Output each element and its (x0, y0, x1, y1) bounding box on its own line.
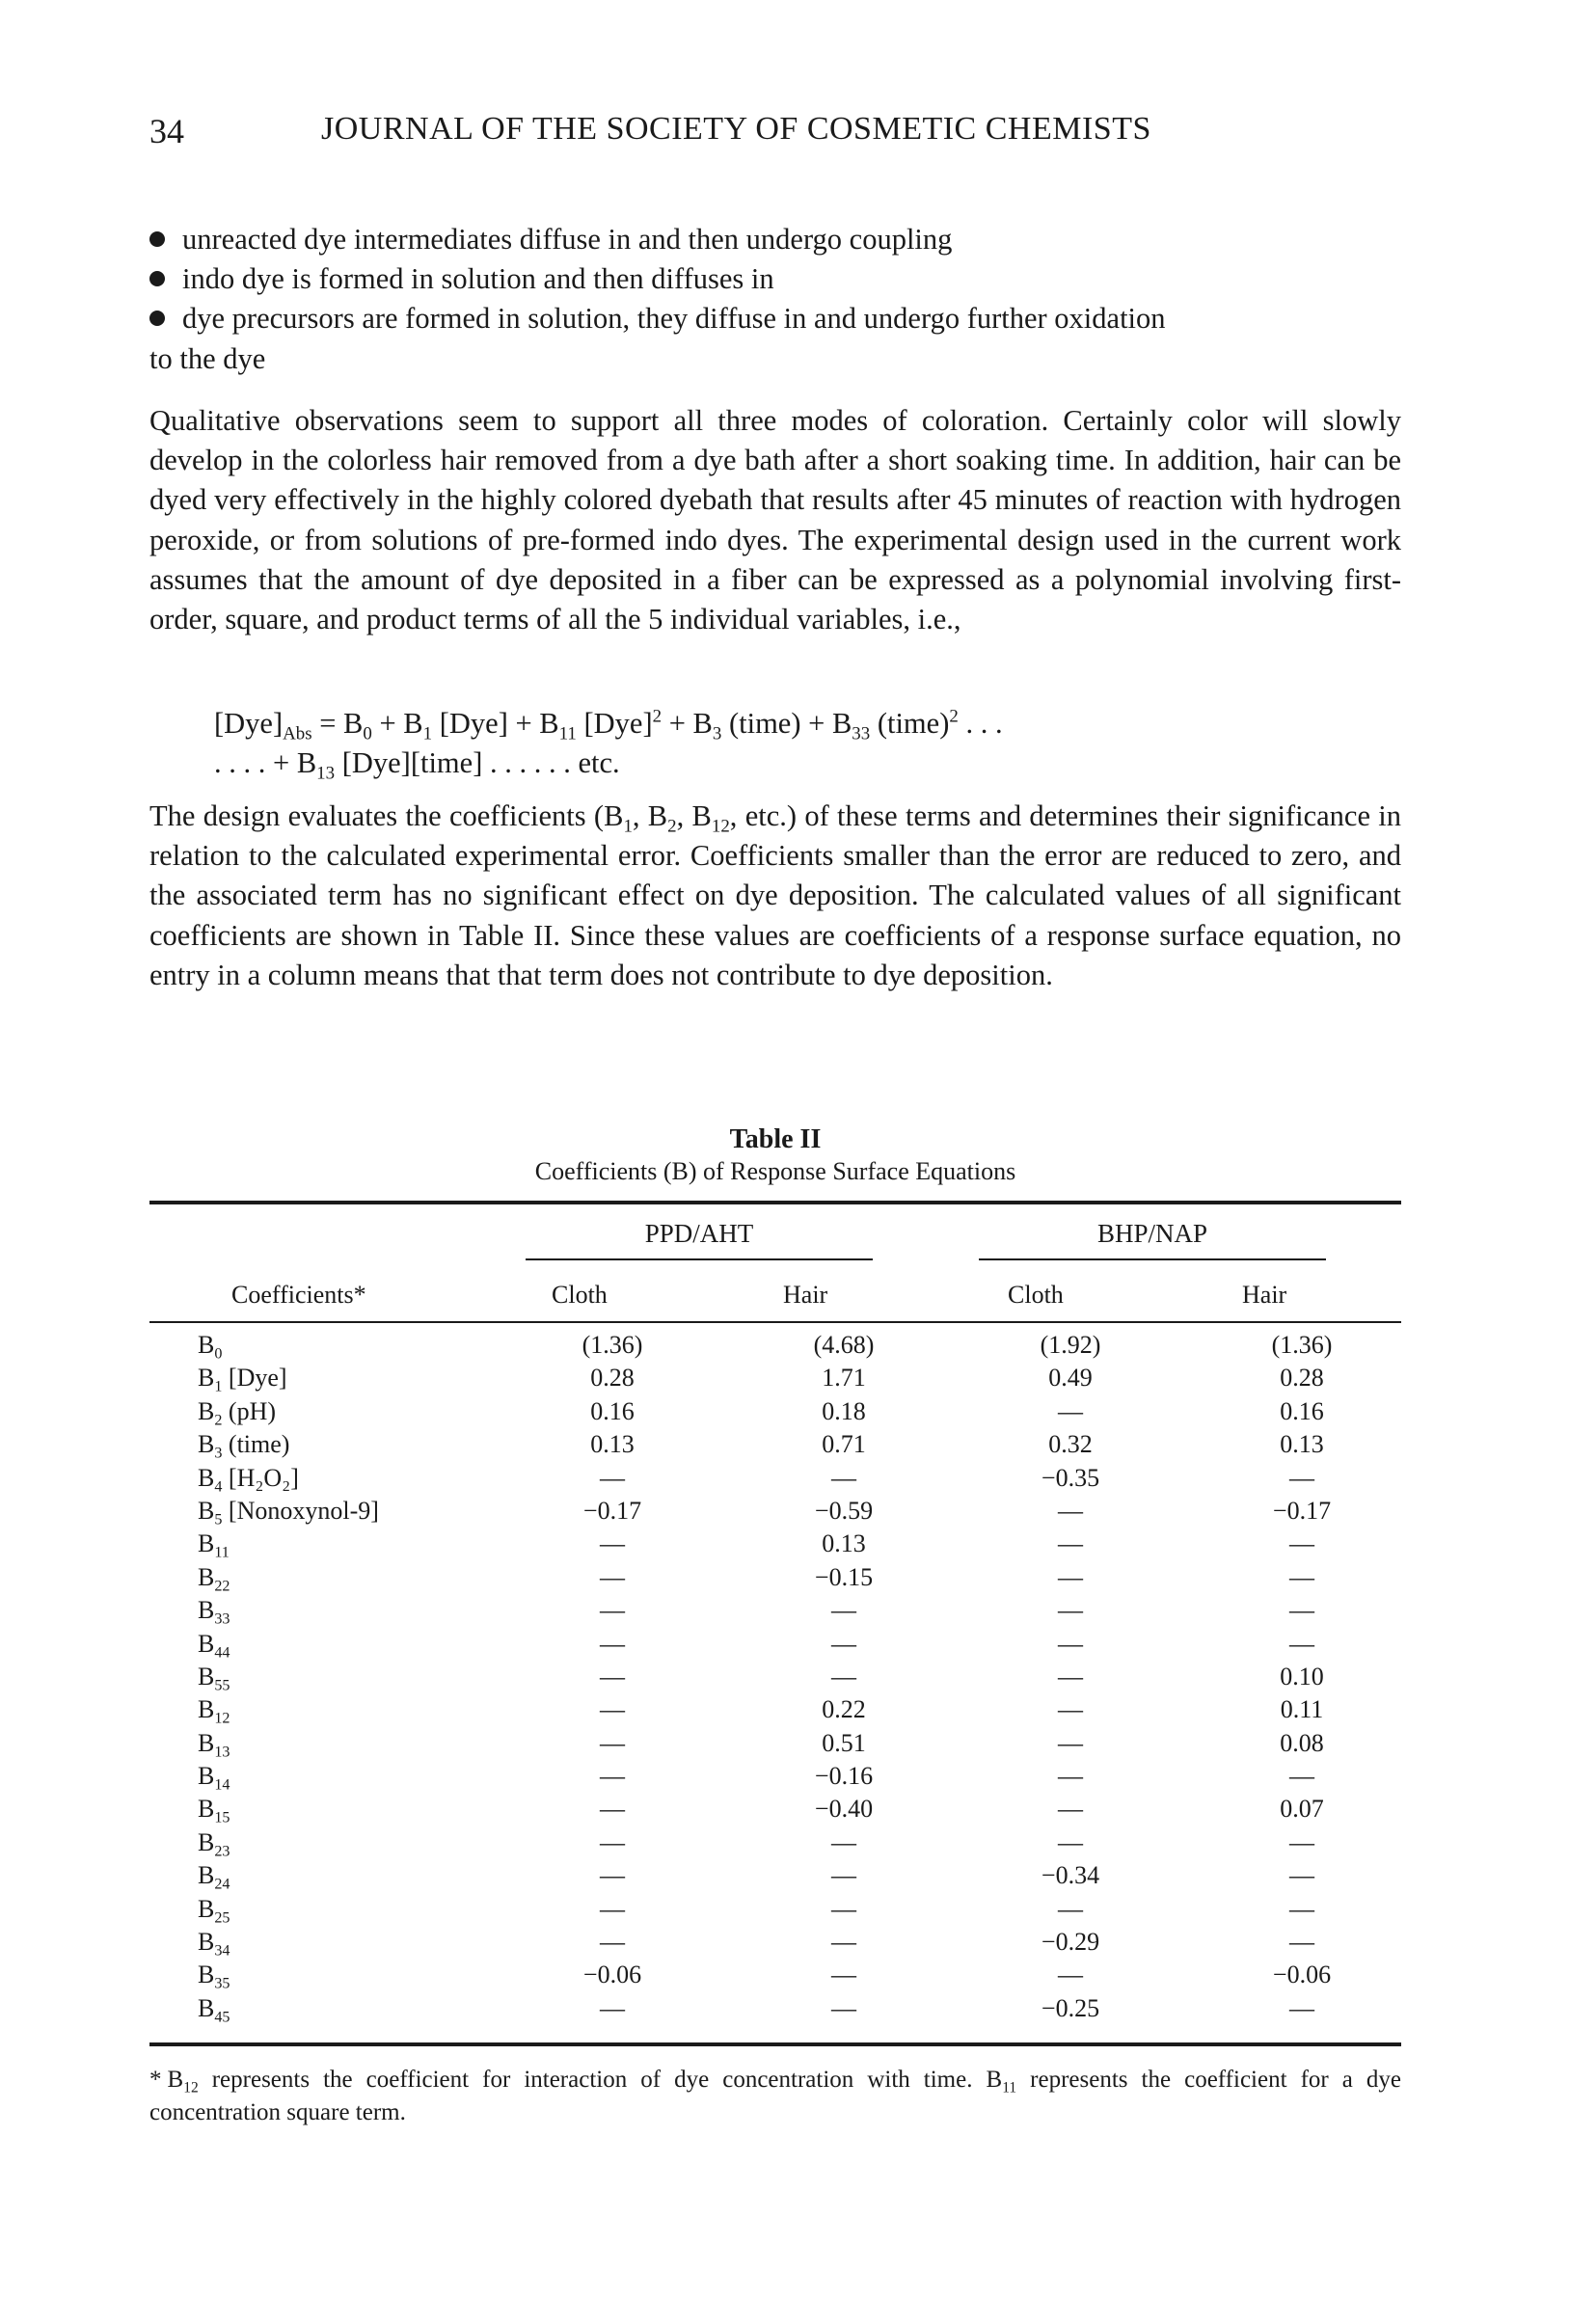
table-cell: — (1058, 1695, 1083, 1724)
table-cell: — (831, 1596, 856, 1625)
table-cell: — (600, 1993, 625, 2022)
table-cell: — (1289, 1894, 1314, 1923)
journal-title: JOURNAL OF THE SOCIETY OF COSMETIC CHEMISTS (321, 111, 1151, 147)
table-cell: −0.29 (1041, 1928, 1100, 1957)
table-cell: — (831, 1894, 856, 1923)
table-cell: — (1058, 1496, 1083, 1525)
table-cell: −0.34 (1041, 1861, 1100, 1890)
table-cell: — (1289, 1463, 1314, 1492)
table-cell: 0.16 (1280, 1396, 1324, 1425)
table-cell: (1.92) (1040, 1331, 1101, 1359)
table-cell: — (1289, 1928, 1314, 1957)
table-cell: — (831, 1993, 856, 2022)
table-cell: −0.06 (1272, 1961, 1332, 1989)
row-label: $B_{22}$ (198, 1562, 230, 1595)
table-row (149, 1994, 1401, 2027)
table-row (149, 1729, 1401, 1762)
table-cell: — (1058, 1562, 1083, 1591)
table-cell: −0.17 (1272, 1496, 1332, 1525)
table-row (149, 1397, 1401, 1430)
table-cell: — (1058, 1894, 1083, 1923)
table-cell: — (1289, 1596, 1314, 1625)
table-cell: 0.51 (822, 1728, 866, 1757)
table-row (149, 1961, 1401, 1993)
row-label: $B_{25}$ (198, 1894, 230, 1927)
table-cell: — (600, 1463, 625, 1492)
table-cell: — (1289, 1762, 1314, 1791)
bullet-list (149, 220, 1401, 379)
table-top-rule (149, 1201, 1401, 1204)
table-row (149, 1663, 1401, 1695)
table-cell: 0.49 (1048, 1364, 1093, 1393)
table-cell: (4.68) (813, 1331, 875, 1359)
col-header-hair-1: Hair (783, 1281, 828, 1309)
bullet-continuation: to the dye (149, 341, 266, 375)
table-cell: 0.22 (822, 1695, 866, 1724)
bullet-text: dye precursors are formed in solution, they diffuse in and undergo further oxidation (182, 302, 1166, 336)
table-cell: 0.13 (590, 1430, 635, 1459)
table-body (149, 1331, 1401, 2027)
table-cell: 0.28 (1280, 1364, 1324, 1393)
table-row (149, 1331, 1401, 1364)
bullet-icon (149, 311, 165, 326)
table-cell: — (1058, 1629, 1083, 1658)
table-cell: — (1058, 1827, 1083, 1856)
table-cell: — (831, 1463, 856, 1492)
table-cell: 0.10 (1280, 1662, 1324, 1690)
table-cell: — (1058, 1529, 1083, 1558)
group-rule-bhp-nap (979, 1258, 1326, 1260)
table-cell: −0.15 (814, 1562, 874, 1591)
row-label: $B_{55}$ (198, 1662, 230, 1694)
table-cell: — (600, 1596, 625, 1625)
row-label: $B_{35}$ (198, 1961, 230, 1993)
table-cell: — (831, 1827, 856, 1856)
table-cell: — (600, 1795, 625, 1824)
table-cell: 0.32 (1048, 1430, 1093, 1459)
table-cell: (1.36) (1271, 1331, 1333, 1359)
paragraph-qualitative: Qualitative observations seem to support all three modes of coloration. Certainly color will slowly develop in the colorless hair removed from a dye bath after a short soaking time. In addition, hair can be dyed very effectively in the highly colored dyebath that results after 45 minutes of reaction with hydrogen peroxide, or from solutions of pre-formed indo dyes. The experimental design used in the current work assumes that the amount of dye deposited in a fiber can be expressed as a polynomial involving first-order, square, and product terms of all the 5 individual variables, i.e., (149, 404, 1401, 636)
col-header-cloth-2: Cloth (1008, 1281, 1064, 1309)
table-row (149, 1430, 1401, 1463)
bullet-item (149, 259, 1401, 299)
table-cell: 0.11 (1280, 1695, 1324, 1724)
table-cell: 0.08 (1280, 1728, 1324, 1757)
table-cell: — (1289, 1993, 1314, 2022)
table-cell: — (600, 1762, 625, 1791)
row-label: $B_{12}$ (198, 1695, 230, 1727)
group-rule-ppd-aht (526, 1258, 873, 1260)
table-cell: — (600, 1662, 625, 1690)
col-header-cloth-1: Cloth (552, 1281, 608, 1309)
table-cell: — (600, 1562, 625, 1591)
bullet-item (149, 299, 1401, 338)
bullet-text: unreacted dye intermediates diffuse in and then undergo coupling (182, 223, 953, 256)
table-cell: — (600, 1529, 625, 1558)
table-cell: −0.35 (1041, 1463, 1100, 1492)
row-label: $B_5$ [Nonoxynol-9] (198, 1496, 379, 1528)
equation-line-1: $[Dye]_{Abs} = B_0 + B_1$ $[Dye] + B_{11}$ $[Dye]^2 + B_3$ (time) + $B_{33}$ (time)$^2$ . . . (214, 706, 1003, 744)
polynomial-equation (214, 704, 1003, 783)
bullet-icon (149, 271, 165, 286)
row-label: $B_0$ (198, 1331, 223, 1363)
group-header-bhp-nap: BHP/NAP (1096, 1219, 1208, 1248)
table-cell: 0.07 (1280, 1795, 1324, 1824)
table-cell: −0.06 (582, 1961, 642, 1989)
table-row (149, 1529, 1401, 1562)
table-cell: — (1058, 1795, 1083, 1824)
table-cell: — (831, 1662, 856, 1690)
row-label: $B_{15}$ (198, 1795, 230, 1827)
table-cell: −0.17 (582, 1496, 642, 1525)
table-cell: −0.25 (1041, 1993, 1100, 2022)
table-cell: — (600, 1827, 625, 1856)
table-row (149, 1695, 1401, 1728)
table-cell: 0.13 (822, 1529, 866, 1558)
table-row (149, 1928, 1401, 1961)
page-number: 34 (149, 112, 184, 150)
table-cell: — (1289, 1529, 1314, 1558)
table-cell: — (600, 1629, 625, 1658)
row-label: $B_{44}$ (198, 1629, 230, 1662)
table-cell: — (831, 1629, 856, 1658)
table-cell: 1.71 (822, 1364, 866, 1393)
row-label: $B_{45}$ (198, 1993, 230, 2026)
row-label: $B_{11}$ (198, 1529, 230, 1561)
table-cell: — (1289, 1861, 1314, 1890)
table-cell: — (831, 1861, 856, 1890)
bullet-icon (149, 231, 165, 247)
table-row (149, 1464, 1401, 1497)
row-label: $B_{23}$ (198, 1827, 230, 1860)
row-label: $B_2$ (pH) (198, 1396, 276, 1429)
table-cell: — (1058, 1961, 1083, 1989)
table-cell: — (600, 1728, 625, 1757)
group-header-ppd-aht: PPD/AHT (644, 1219, 754, 1248)
table-cell: 0.16 (590, 1396, 635, 1425)
table-footnote: * $B_{12}$ represents the coefficient for interaction of dye concentration with time. $B_{11}$ represents the coefficient for a dye concentration square term. (149, 2067, 1401, 2125)
table-row (149, 1563, 1401, 1596)
row-label: $B_{14}$ (198, 1762, 230, 1794)
table-subtitle: Coefficients (B) of Response Surface Equations (534, 1157, 1016, 1185)
table-cell: — (1289, 1629, 1314, 1658)
table-cell: (1.36) (582, 1331, 643, 1359)
table-cell: — (600, 1928, 625, 1957)
row-label: $B_{24}$ (198, 1861, 230, 1893)
table-row (149, 1596, 1401, 1629)
table-cell: — (600, 1861, 625, 1890)
table-cell: — (1058, 1762, 1083, 1791)
paragraph-design: The design evaluates the coefficients ($B_1$, $B_2$, $B_{12}$, etc.) of these terms and determines their significance in relation to the calculated experimental error. Coefficients smaller than the error are reduced to zero, and the associated term has no significant effect on dye deposition. The calculated values of all significant coefficients are shown in Table II. Since these values are coefficients of a response surface equation, no entry in a column means that that term does not contribute to dye deposition. (149, 799, 1402, 991)
table-row (149, 1364, 1401, 1396)
row-label: $B_{13}$ (198, 1728, 230, 1761)
row-label: $B_{33}$ (198, 1596, 230, 1628)
table-cell: — (1289, 1827, 1314, 1856)
table-cell: — (1058, 1728, 1083, 1757)
equation-line-2: . . . . + $B_{13}$ [Dye][time] . . . . . . etc. (214, 746, 620, 784)
col-header-hair-2: Hair (1242, 1281, 1287, 1309)
table-cell: 0.13 (1280, 1430, 1324, 1459)
table-cell: 0.18 (822, 1396, 866, 1425)
table-cell: — (1058, 1596, 1083, 1625)
table-cell: — (1058, 1396, 1083, 1425)
table-cell: 0.71 (822, 1430, 866, 1459)
table-cell: — (1058, 1662, 1083, 1690)
row-label: $B_{34}$ (198, 1928, 230, 1960)
table-row (149, 1762, 1401, 1795)
table-cell: −0.16 (814, 1762, 874, 1791)
table-cell: — (831, 1961, 856, 1989)
table-row (149, 1828, 1401, 1861)
table-row (149, 1861, 1401, 1894)
table-cell: — (1289, 1562, 1314, 1591)
bullet-item (149, 220, 1401, 259)
table-cell: −0.40 (814, 1795, 874, 1824)
table-cell: — (831, 1928, 856, 1957)
page-header (149, 111, 1403, 159)
row-label: $B_3$ (time) (198, 1430, 290, 1462)
table-cell: 0.28 (590, 1364, 635, 1393)
table-title: Table II (729, 1124, 822, 1154)
col-header-coefficients: Coefficients* (231, 1281, 366, 1309)
table-cell: −0.59 (814, 1496, 874, 1525)
row-label: $B_4$ [H₂O₂] (198, 1463, 299, 1496)
bullet-text: indo dye is formed in solution and then diffuses in (182, 262, 774, 296)
table-row (149, 1630, 1401, 1663)
table-bottom-rule (149, 2042, 1401, 2046)
table-cell: — (600, 1894, 625, 1923)
table-header-rule (149, 1321, 1401, 1323)
table-cell: — (600, 1695, 625, 1724)
row-label: $B_1$ [Dye] (198, 1364, 287, 1396)
table-row (149, 1795, 1401, 1827)
table-row (149, 1895, 1401, 1928)
table-row (149, 1497, 1401, 1529)
